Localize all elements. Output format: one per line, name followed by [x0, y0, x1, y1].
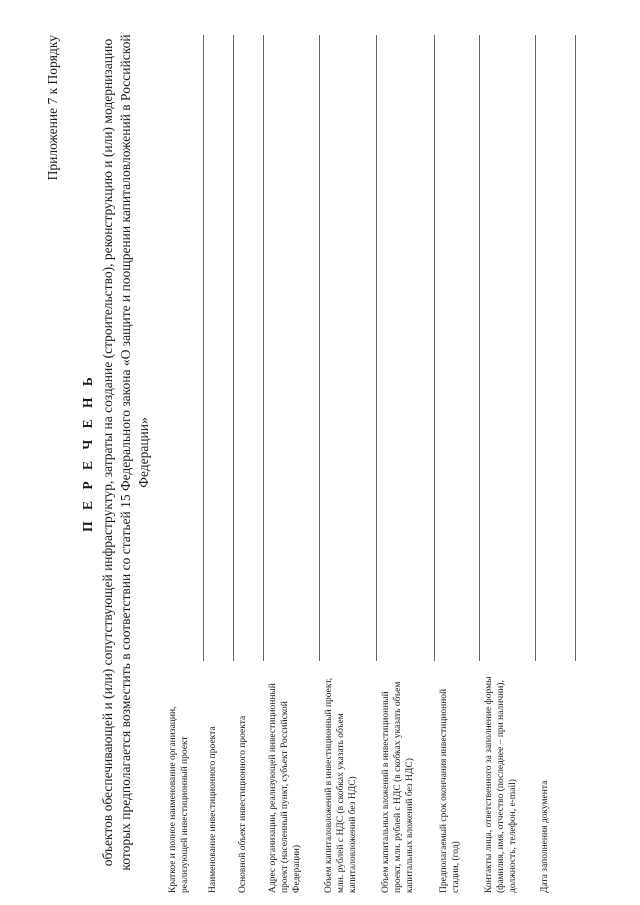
row-label: Объем капиталовложений в инвестиционный проект, млн. рублей с НДС (в скобках указать объем капиталовложений без НДС) [324, 677, 358, 893]
document-subtitle: объектов обеспечивающей и (или) сопутствующей инфраструктур, затраты на создание (строительство), реконструкцию и (или) модернизацию которых предполагается возместить в соответствии со статьей 15 Федерального закона «О защите и поощрении капиталовложений в Российской Федерации» [100, 34, 151, 871]
row-label: Предполагаемый срок окончания инвестиционной стадии, (год) [439, 688, 461, 893]
row-label: Дата заполнения документа [540, 780, 550, 893]
row-label: Краткое и полное наименование организации, реализующей инвестиционный проект [168, 706, 190, 893]
form-row [536, 35, 576, 893]
document-title: П Е Р Е Ч Е Н Ь [80, 373, 95, 532]
form-row [480, 35, 536, 893]
row-input-line[interactable] [264, 35, 320, 661]
row-label: Наименование инвестиционного проекта [208, 726, 218, 893]
row-input-line[interactable] [320, 35, 377, 661]
form-row [377, 35, 435, 893]
form-row [204, 35, 234, 893]
row-input-line[interactable] [377, 35, 435, 661]
appendix-note: Приложение 7 к Порядку [45, 35, 60, 181]
row-input-line[interactable] [480, 35, 536, 661]
row-label: Контакты лица, ответственного за заполнение формы (фамилия, имя, отчество (последнее – при наличии), должность, телефон, e-mail) [484, 676, 518, 893]
row-input-line[interactable] [164, 35, 204, 661]
form-row [320, 35, 377, 893]
row-input-line[interactable] [536, 35, 576, 661]
form-row [234, 35, 264, 893]
row-label: Объем капитальных вложений в инвестиционный проект, млн. рублей с НДС (в скобках указать объем капитальных вложений без НДС) [381, 681, 415, 893]
row-input-line[interactable] [435, 35, 480, 661]
form-row [264, 35, 320, 893]
row-label: Адрес организации, реализующей инвестиционный проект (населенный пункт, субъект Российской Федерации) [268, 683, 302, 893]
form-row [435, 35, 480, 893]
row-input-line[interactable] [234, 35, 264, 661]
row-input-line[interactable] [204, 35, 234, 661]
form-table [164, 35, 576, 893]
row-label: Основной объект инвестиционного проекта [238, 715, 248, 893]
form-row [164, 35, 204, 893]
